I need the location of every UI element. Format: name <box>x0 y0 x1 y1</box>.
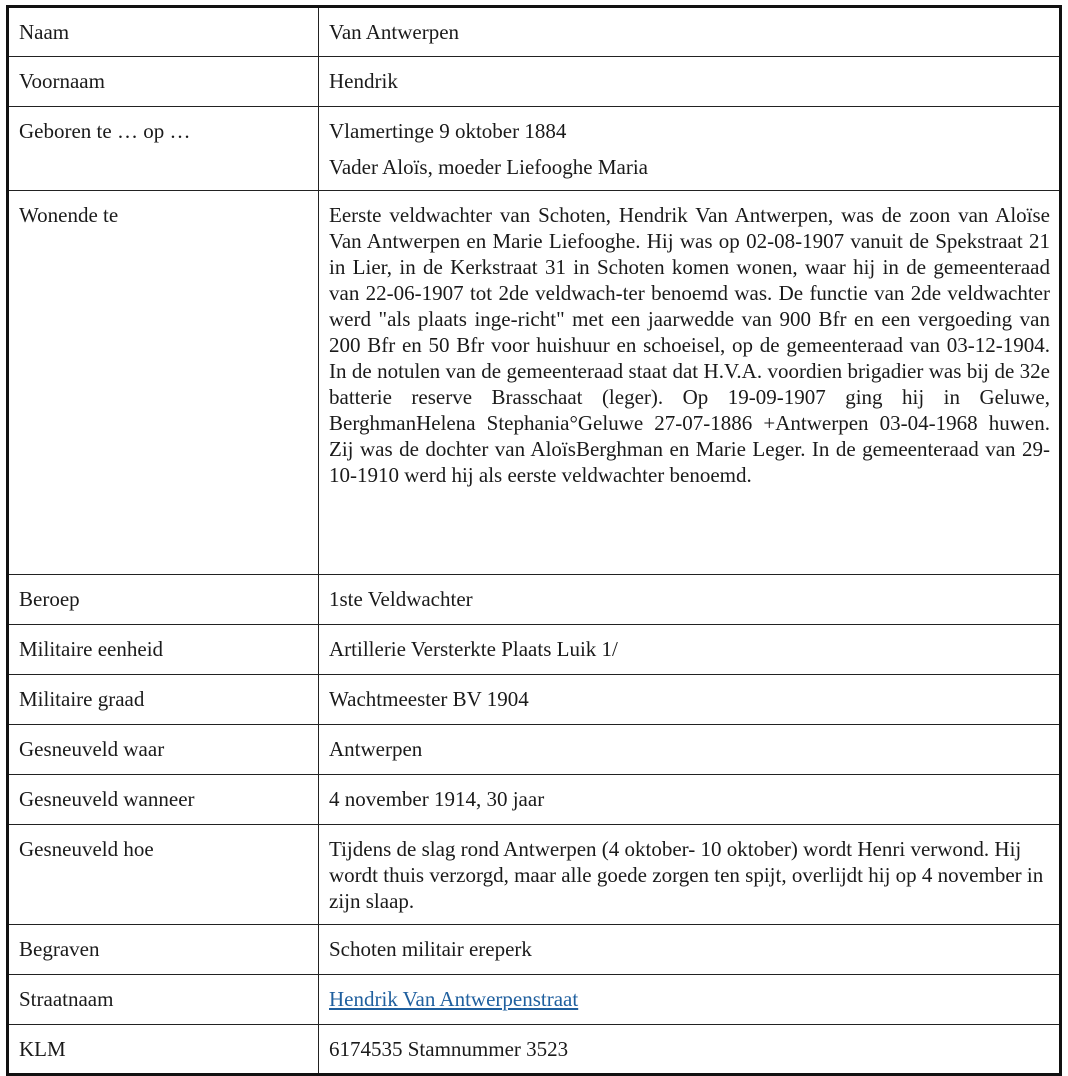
row-beroep <box>8 575 1061 625</box>
row-naam <box>8 7 1061 57</box>
row-geboren <box>8 107 1061 191</box>
label-militaire-graad: Militaire graad <box>8 675 319 725</box>
row-militaire-eenheid <box>8 625 1061 675</box>
row-klm <box>8 1025 1061 1075</box>
value-begraven: Schoten militair ereperk <box>319 925 1061 975</box>
label-gesneuveld-waar: Gesneuveld waar <box>8 725 319 775</box>
label-gesneuveld-wanneer: Gesneuveld wanneer <box>8 775 319 825</box>
label-geboren: Geboren te … op … <box>8 107 319 191</box>
biography-record-table <box>6 5 1062 1076</box>
label-gesneuveld-hoe: Gesneuveld hoe <box>8 825 319 925</box>
row-gesneuveld-waar <box>8 725 1061 775</box>
row-militaire-graad <box>8 675 1061 725</box>
value-militaire-graad: Wachtmeester BV 1904 <box>319 675 1061 725</box>
label-begraven: Begraven <box>8 925 319 975</box>
value-gesneuveld-hoe: Tijdens de slag rond Antwerpen (4 oktober- 10 oktober) wordt Henri verwond. Hij wordt thuis verzorgd, maar alle goede zorgen ten spijt, overlijdt hij op 4 november in zijn slaap. <box>319 825 1061 925</box>
row-gesneuveld-wanneer <box>8 775 1061 825</box>
label-voornaam: Voornaam <box>8 57 319 107</box>
value-straatnaam <box>319 975 1061 1025</box>
label-klm: KLM <box>8 1025 319 1075</box>
value-gesneuveld-wanneer: 4 november 1914, 30 jaar <box>319 775 1061 825</box>
birth-place-date: Vlamertinge 9 oktober 1884 <box>329 119 567 143</box>
label-naam: Naam <box>8 7 319 57</box>
label-beroep: Beroep <box>8 575 319 625</box>
value-gesneuveld-waar: Antwerpen <box>319 725 1061 775</box>
row-wonende <box>8 191 1061 575</box>
value-geboren <box>319 107 1061 191</box>
value-beroep: 1ste Veldwachter <box>319 575 1061 625</box>
row-straatnaam <box>8 975 1061 1025</box>
label-militaire-eenheid: Militaire eenheid <box>8 625 319 675</box>
row-gesneuveld-hoe <box>8 825 1061 925</box>
value-militaire-eenheid: Artillerie Versterkte Plaats Luik 1/ <box>319 625 1061 675</box>
value-wonende: Eerste veldwachter van Schoten, Hendrik Van Antwerpen, was de zoon van Aloïse Van Antwerpen en Marie Liefooghe. Hij was op 02-08-1907 vanuit de Spekstraat 21 in Lier, in de Kerkstraat 31 in Schoten komen wonen, waar hij in de gemeenteraad van 22-06-1907 tot 2de veldwach-ter benoemd was. De functie van 2de veldwachter werd "als plaats inge-richt" met een jaarwedde van 900 Bfr en een vergoeding van 200 Bfr en 50 Bfr voor huishuur en schoeisel, op de gemeenteraad van 03-12-1904. In de notulen van de gemeenteraad staat dat H.V.A. voordien brigadier was bij de 32e batterie reserve Brasschaat (leger). Op 19-09-1907 ging hij in Geluwe, BerghmanHelena Stephania°Geluwe 27-07-1886 +Antwerpen 03-04-1968 huwen. Zij was de dochter van AloïsBerghman en Marie Leger. In de gemeenteraad van 29-10-1910 werd hij als eerste veldwachter benoemd. <box>319 191 1061 575</box>
value-naam: Van Antwerpen <box>319 7 1061 57</box>
label-wonende: Wonende te <box>8 191 319 575</box>
row-voornaam <box>8 57 1061 107</box>
parents: Vader Aloïs, moeder Liefooghe Maria <box>329 155 648 179</box>
value-voornaam: Hendrik <box>319 57 1061 107</box>
label-straatnaam: Straatnaam <box>8 975 319 1025</box>
value-klm: 6174535 Stamnummer 3523 <box>319 1025 1061 1075</box>
row-begraven <box>8 925 1061 975</box>
street-name-link[interactable]: Hendrik Van Antwerpenstraat <box>329 987 579 1011</box>
